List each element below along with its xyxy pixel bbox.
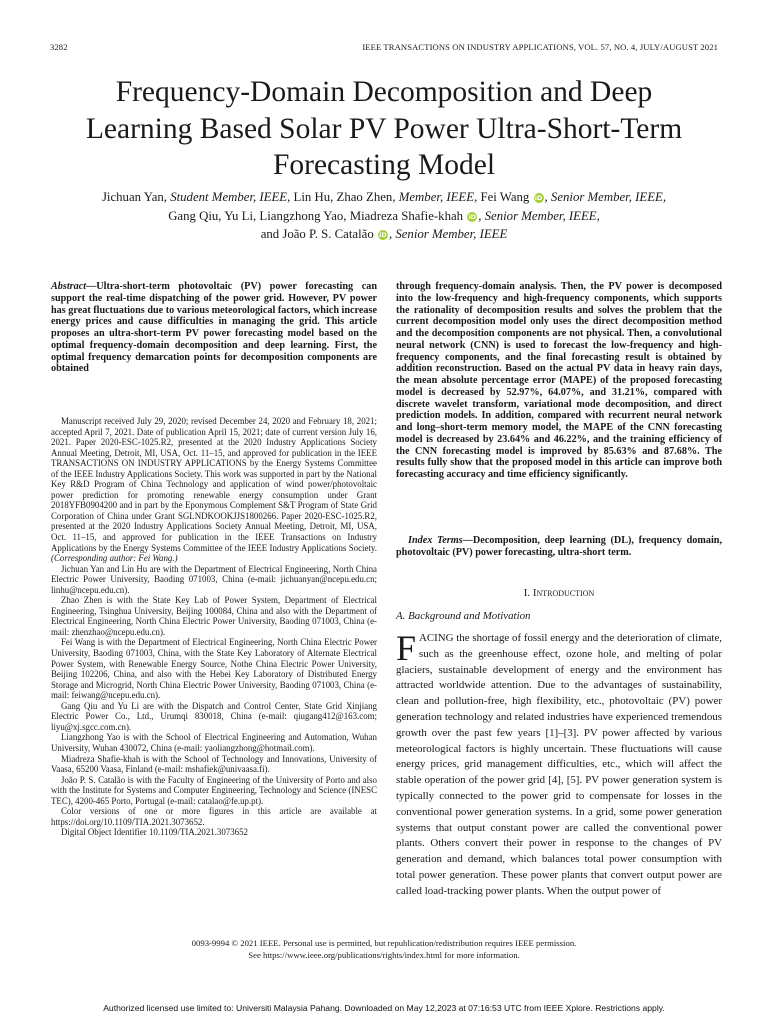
section-heading: I. Introduction: [523, 587, 595, 599]
author-name: and João P. S. Catalão: [260, 227, 374, 241]
author-role: Student Member, IEEE: [170, 190, 288, 204]
abstract-right: [396, 281, 722, 481]
abstract-label: Abstract: [51, 281, 87, 292]
abstract-left: [51, 281, 377, 375]
affiliation-note: Liangzhong Yao is with the School of Electrical Engineering and Automation, Wuhan University, Wuhan 430072, China (e-mail: yaoliangzhong@hotmail.com).: [51, 732, 377, 753]
author-list: [50, 188, 718, 244]
author-role: Member, IEEE: [398, 190, 475, 204]
affiliation-note: Zhao Zhen is with the State Key Lab of Power System, Department of Electrical Engineering, Tsinghua University, Beijing 100084, China and also with the Department of Electrical Engineering, North China Electric Power University, Baoding 071003, China (e-mail: zhenzhao@ncepu.edu.cn).: [51, 595, 377, 637]
journal-header: IEEE TRANSACTIONS ON INDUSTRY APPLICATIONS, VOL. 57, NO. 4, JULY/AUGUST 2021: [362, 42, 718, 52]
index-terms-label: Index Terms: [408, 535, 463, 546]
title-line: Forecasting Model: [272, 149, 496, 181]
orcid-icon[interactable]: iD: [534, 194, 543, 202]
index-terms-text: —Decomposition, deep learning (DL), frequency domain, photovoltaic (PV) power forecasting, ultra-short term.: [396, 535, 722, 558]
drop-cap: F: [396, 628, 417, 668]
affiliation-note: Jichuan Yan and Lin Hu are with the Department of Electrical Engineering, North China Electric Power University, Baoding 071003, China (e-mail: jichuanyan@ncepu.edu.cn; linhu@ncepu.edu.cn).: [51, 563, 377, 595]
rights-link[interactable]: See https://www.ieee.org/publications/rights/index.html for more information.: [248, 950, 520, 960]
author-role: , Senior Member, IEEE,: [544, 190, 667, 204]
title-line: Learning Based Solar PV Power Ultra-Short-Term: [85, 112, 683, 145]
author-name: Gang Qiu, Yu Li, Liangzhong Yao, Miadreza Shafie-khah: [168, 208, 464, 223]
footnotes: [51, 416, 377, 838]
author-name: , Lin Hu, Zhao Zhen,: [287, 190, 399, 204]
affiliation-note: Gang Qiu and Yu Li are with the Dispatch and Control Center, State Grid Xinjiang Electric Power Co., Ltd., Urumqi 830018, China (e-mail: qiugang412@163.com; liyu@xj.sgcc.com.cn).: [51, 700, 377, 732]
author-role: , Senior Member, IEEE,: [478, 208, 600, 223]
index-terms: [396, 535, 722, 559]
color-figures-note: Color versions of one or more figures in this article are available at https://doi.org/10.1109/TIA.2021.3073652.: [51, 806, 377, 827]
doi-note: Digital Object Identifier 10.1109/TIA.2021.3073652: [61, 827, 248, 838]
abstract-text: through frequency-domain analysis. Then, the PV power is decomposed into the low-frequency and high-frequency components, which supports the rationality of decomposition results and solves the problem that the current decomposition model only uses the direct decomposition method and the decomposition components are not physical. Then, a convolutional neural network (CNN) is used to forecast the low-frequency and high-frequency components, and the final forecasting result is obtained by addition reconstruction. Based on the actual PV data in heavy rain days, the mean absolute percentage error (MAPE) of the proposed forecasting model is decreased by 52.97%, 64.07%, and 31.21%, compared with discrete wavelet transform, variational mode decomposition, and direct prediction models. In addition, compared with recurrent neural network and long–short-term memory model, the MAPE of the CNN forecasting model is decreased by 23.64% and 46.22%, and the training efficiency of the CNN forecasting model is improved by 85.63% and 87.68%. The results fully show that the proposed model in this article can improve both forecasting accuracy and time efficiency significantly.: [396, 281, 722, 480]
manuscript-note: Manuscript received July 29, 2020; revised December 24, 2020 and February 18, 2021; accepted April 7, 2021. Date of publication April 15, 2021; date of current version July 16, 2021. Paper 2020-ESC-1025.R2, presented at the 2020 Industry Applications Society Annual Meeting, Detroit, MI, USA, Oct. 11–15, and approved for publication in the IEEE TRANSACTIONS ON INDUSTRY APPLICATIONS by the Energy Systems Committee of the IEEE Industry Applications Society. This work was supported in part by the National Key R&D Program of China Technology and application of wind power/photovoltaic power prediction for promoting renewable energy consumption under Grant 2018YFB0904200 and in part by the Eponymous Complement S&T Program of State Grid Corporation of China under Grant SGLNDKOOKJJS1800266. Paper 2020-ESC-1025.R2, presented at the 2020 Industry Applications Society Annual Meeting, Detroit, MI, USA, Oct. 11–15, and approved for publication in the IEEE Transactions on Industry Applications by the Energy Systems Committee of the IEEE Industry Applications Society. (Corresponding author: Fei Wang.): [51, 416, 377, 564]
intro-paragraph: ACING the shortage of fossil energy and the deterioration of climate, such as the greenhouse effect, ozone hole, and melting of polar glaciers, sustainable development of energy and the environment has attracted worldwide attention. Due to the advantages of sustainability, clean and pollution-free, high flexibility, etc., photovoltaic (PV) power generation technology and related industries have experienced tremendous growth over the past few years [1]–[3]. PV power affected by various meteorological factors is highly uncertain. These fluctuations will cause energy prices, grid management difficulties, etc., which will affect the stable operation of the power grid [4], [5]. PV power generation system is typically connected to the power grid to compensate for losses in the conventional power generation systems. In a grid, some power generation systems that output constant power are called the conventional power plants. Others convert their power in response to the changes of PV generation and demand, which balances total power consumption with total power generation. These power plants that convert output power are called load-tracking power plants. When the output power of: [396, 632, 722, 897]
affiliation-note: João P. S. Catalão is with the Faculty of Engineering of the University of Porto and also with the Institute for Systems and Computer Engineering, Technology and Science (INESC TEC), 4200-465 Porto, Portugal (e-mail: catalao@fe.up.pt).: [51, 774, 377, 806]
subsection-heading: A. Background and Motivation: [396, 610, 531, 622]
author-role: , Senior Member, IEEE: [388, 227, 508, 241]
affiliation-note: Miadreza Shafie-khah is with the School of Technology and Innovations, University of Vaasa, 65200 Vaasa, Finland (e-mail: mshafiek@univaasa.fi).: [51, 753, 377, 775]
abstract-text: —Ultra-short-term photovoltaic (PV) power forecasting can support the real-time dispatching of the power grid. However, PV power has great fluctuations due to various meteorological factors, which increase energy prices and cause difficulties in managing the grid. This article proposes an ultra-short-term PV power forecasting model based on the optimal frequency-domain decomposition and deep learning. First, the optimal frequency demarcation points for decomposition components are obtained: [51, 281, 377, 375]
orcid-icon[interactable]: iD: [379, 231, 387, 239]
orcid-icon[interactable]: iD: [468, 212, 477, 221]
copyright-line: 0093-9994 © 2021 IEEE. Personal use is permitted, but republication/redistribution requires IEEE permission.: [191, 938, 577, 948]
affiliation-note: Fei Wang is with the Department of Electrical Engineering, North China Electric Power University, Baoding 071003, China, with the State Key Laboratory of Alternate Electrical Power System, with Renewable Energy Source, Nothe China Electric Power University, Beijing 102206, China, and also with the Hebei Key Laboratory of Distributed Energy Storage and Microgrid, North China Electric Power University, Baoding 071003, China (e-mail: feiwang@ncepu.edu.cn).: [51, 637, 377, 701]
license-notice: Authorized licensed use limited to: Universiti Malaysia Pahang. Downloaded on May 12,2023 at 07:16:53 UTC from IEEE Xplore. Restrictions apply.: [103, 1003, 665, 1013]
paper-title: [60, 74, 708, 184]
page-number: 3282: [50, 42, 68, 52]
intro-body: [396, 628, 722, 900]
author-name: Jichuan Yan,: [101, 190, 171, 204]
title-line: Frequency-Domain Decomposition and Deep: [115, 76, 653, 108]
author-name: , Fei Wang: [474, 190, 530, 204]
